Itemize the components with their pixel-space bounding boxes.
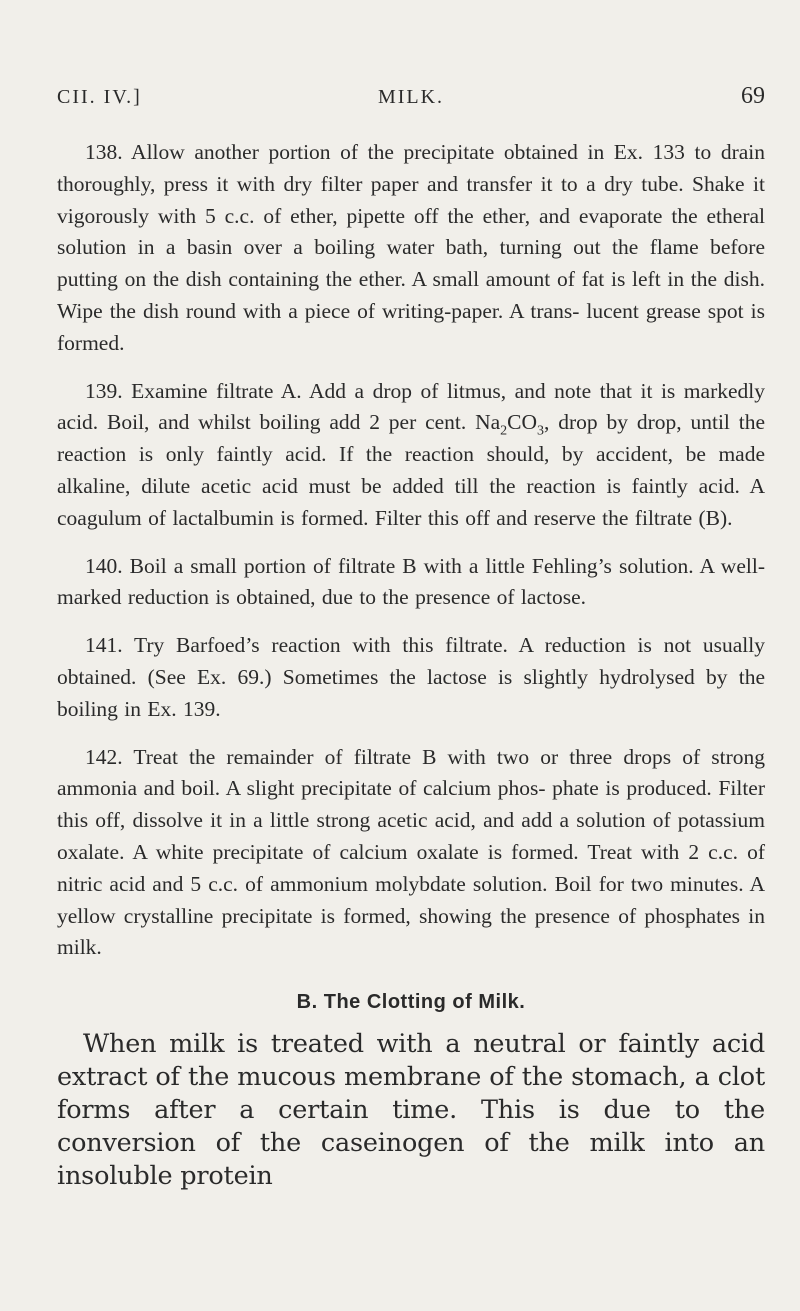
page-body (57, 137, 765, 1193)
paragraph-139-text-c: , drop by drop, until the reaction is only faintly acid. If the reaction should, by accident, be made alkaline, dilute acetic acid must be added till the reaction is faintly acid. A coagulum of lactalbumin is formed. Filter this off and reserve the filtrate (B). (57, 410, 765, 530)
subscript-3: 3 (537, 423, 545, 439)
paragraph-139-text-b: CO (507, 410, 538, 435)
running-title: MILK. (377, 86, 445, 108)
paragraph-141: 141. Try Barfoed’s reaction with this filtrate. A reduction is not usually obtained. (See Ex. 69.) Sometimes the lactose is slightly hydrolysed by the boiling in Ex. 139. (57, 633, 765, 721)
subscript-2: 2 (500, 423, 508, 439)
page-number: 69 (741, 83, 765, 109)
section-intro-paragraph: When milk is treated with a neutral or faintly acid extract of the mucous membrane of the stomach, a clot forms after a certain time. This is due to the conversion of the caseinogen of the milk into an insoluble protein (57, 1029, 765, 1192)
running-head (57, 83, 765, 116)
paragraph-139 (57, 376, 765, 535)
section-heading: B. The Clotting of Milk. (296, 991, 526, 1014)
paragraph-138: 138. Allow another portion of the precipitate obtained in Ex. 133 to drain thoroughly, press it with dry filter paper and transfer it to a dry tube. Shake it vigorously with 5 c.c. of ether, pipette off the ether, and evaporate the etheral solution in a basin over a boiling water bath, turning out the flame before putting on the dish containing the ether. A small amount of fat is left in the dish. Wipe the dish round with a piece of writing-paper. A trans- lucent grease spot is formed. (57, 140, 765, 355)
paragraph-142: 142. Treat the remainder of filtrate B with two or three drops of strong ammonia and boil. A slight precipitate of calcium phos- phate is produced. Filter this off, dissolve it in a little strong acetic acid, and add a solution of potassium oxalate. A white precipitate of calcium oxalate is formed. Treat with 2 c.c. of nitric acid and 5 c.c. of ammonium molybdate solution. Boil for two minutes. A yellow crystalline precipitate is formed, showing the presence of phosphates in milk. (57, 744, 765, 960)
chapter-reference: CII. IV.] (57, 86, 142, 108)
paragraph-139-text-a: 139. Examine filtrate A. Add a drop of litmus, and note that it is markedly acid. Boil, and whilst boiling add 2 per cent. Na (57, 378, 765, 435)
paragraph-140: 140. Boil a small portion of filtrate B with a little Fehling’s solution. A well-marked reduction is obtained, due to the presence of lactose. (57, 553, 765, 610)
